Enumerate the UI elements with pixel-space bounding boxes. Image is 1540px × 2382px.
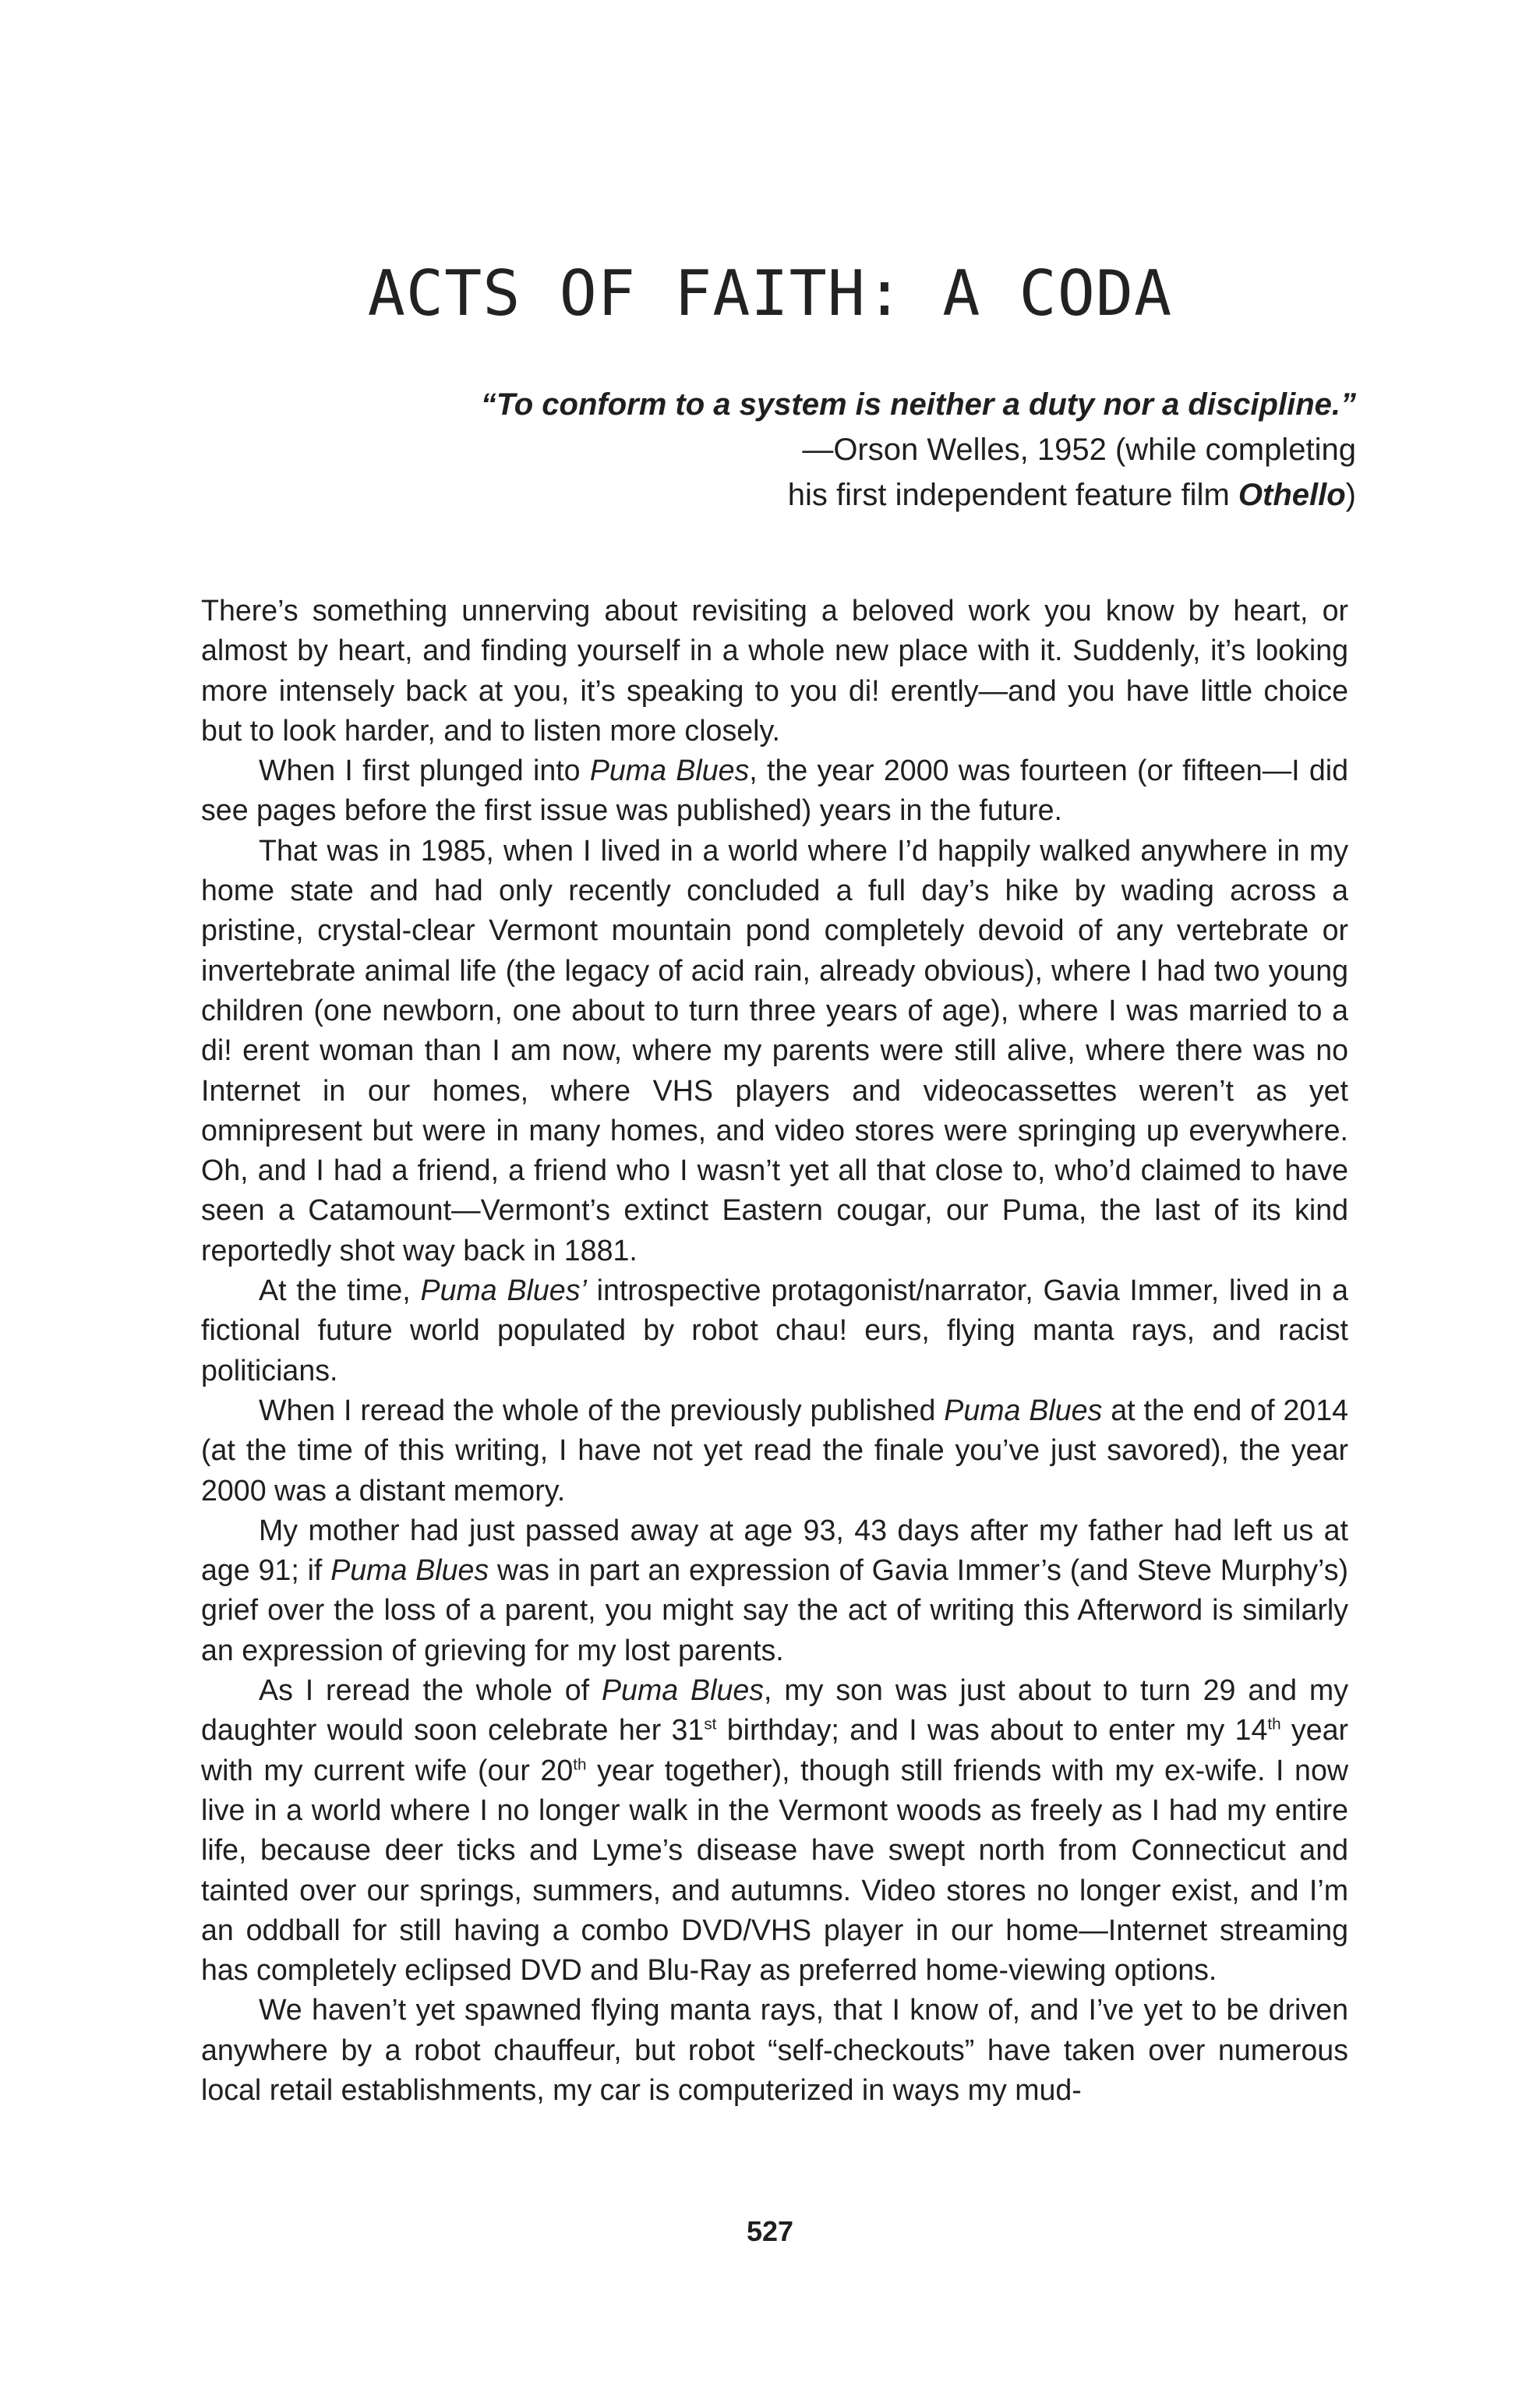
text-run: birthday; and I was about to enter my 14 — [716, 1713, 1268, 1747]
ordinal-suffix: st — [704, 1715, 717, 1733]
work-title: Puma Blues — [944, 1393, 1103, 1426]
work-title: Puma Blues — [589, 754, 750, 787]
ordinal-suffix: th — [573, 1755, 587, 1774]
paragraph — [201, 1391, 1348, 1511]
ordinal-suffix: th — [1267, 1715, 1281, 1733]
text-run: was in part an expression of Gavia Immer’s (and Steve Murphy’s) grief over the loss of a parent, you might say the act of writing this Afterword is similarly an expression of grieving for my lost parents. — [201, 1553, 1349, 1666]
paragraph — [201, 1511, 1348, 1670]
paragraph: There’s something unnerving about revisiting a beloved work you know by heart, or almost by heart, and finding yourself in a whole new place with it. Suddenly, it’s looking more intensely back at you, it’s speaking to you di! erently—and you have little choice but to look harder, and to listen more closely. — [201, 594, 1348, 747]
attribution-text: his first independent feature film — [787, 478, 1238, 512]
text-run: introspective protagonist/narrator, Gavia Immer, lived in a fictional future world populated by robot chau! eurs, flying manta rays, and racist politicians. — [201, 1274, 1348, 1387]
work-title: Puma Blues — [330, 1553, 489, 1587]
work-title: Puma Blues’ — [420, 1274, 587, 1307]
attribution-close: ) — [1345, 478, 1356, 512]
attribution-line-2 — [343, 472, 1356, 518]
text-run: , my son was just about to turn 29 and my daughter would soon celebrate her 31 — [201, 1673, 1349, 1747]
paragraph — [201, 1670, 1348, 1990]
page-number: 527 — [746, 2215, 794, 2247]
text-run: When I reread the whole of the previously published — [259, 1393, 945, 1426]
epigraph-quote: “To conform to a system is neither a duty nor a discipline.” — [480, 387, 1356, 422]
paragraph: We haven’t yet spawned flying manta rays, that I know of, and I’ve yet to be driven anywhere by a robot chauffeur, but robot “self-checkouts” have taken over numerous local retail establishments, my car is computerized in ways my mud- — [201, 1993, 1348, 2106]
text-run: at the end of 2014 (at the time of this writing, I have not yet read the finale you’ve just savored), the year 2000 was a distant memory. — [201, 1393, 1348, 1507]
text-run: As I reread the whole of — [259, 1673, 602, 1707]
page-title: ACTS OF FAITH: A CODA — [367, 257, 1173, 330]
text-run: , the year 2000 was fourteen (or fifteen—I did see pages before the first issue was published) years in the future. — [201, 754, 1349, 827]
text-run: At the time, — [259, 1274, 421, 1307]
film-title: Othello — [1238, 478, 1346, 512]
text-run: year together), though still friends with my ex-wife. I now live in a world where I no longer walk in the Vermont woods as freely as I had my entire life, because deer ticks and Lyme’s disease have swept north from Connecticut and tainted over our springs, summers, and autumns. Video stores no longer exist, and I’m an oddball for still having a combo DVD/VHS player in our home—Internet streaming has completely eclipsed DVD and Blu-Ray as preferred home-viewing options. — [201, 1753, 1348, 1987]
text-run: year with my current wife (our 20 — [201, 1713, 1349, 1786]
paragraph: That was in 1985, when I lived in a world where I’d happily walked anywhere in my home state and had only recently concluded a full day’s hike by wading across a pristine, crystal-clear Vermont mountain pond completely devoid of any vertebrate or invertebrate animal life (the legacy of acid rain, already obvious), where I had two young children (one newborn, one about to turn three years of age), where I was married to a di! erent woman than I am now, where my parents were still alive, where there was no Internet in our homes, where VHS players and videocassettes weren’t as yet omnipresent but were in many homes, and video stores were springing up everywhere. Oh, and I had a friend, a friend who I wasn’t yet all that close to, who’d claimed to have seen a Catamount—Vermont’s extinct Eastern cougar, our Puma, the last of its kind reportedly shot way back in 1881. — [201, 833, 1348, 1267]
attribution-line-1: —Orson Welles, 1952 (while completing — [802, 433, 1356, 467]
body-text — [201, 591, 1348, 2110]
text-run: My mother had just passed away at age 93, 43 days after my father had left us at age 91; if — [201, 1513, 1348, 1587]
text-run: When I first plunged into — [259, 754, 590, 787]
work-title: Puma Blues — [601, 1673, 765, 1707]
paragraph — [201, 751, 1348, 831]
paragraph — [201, 1271, 1348, 1391]
epigraph-attribution — [343, 427, 1356, 518]
